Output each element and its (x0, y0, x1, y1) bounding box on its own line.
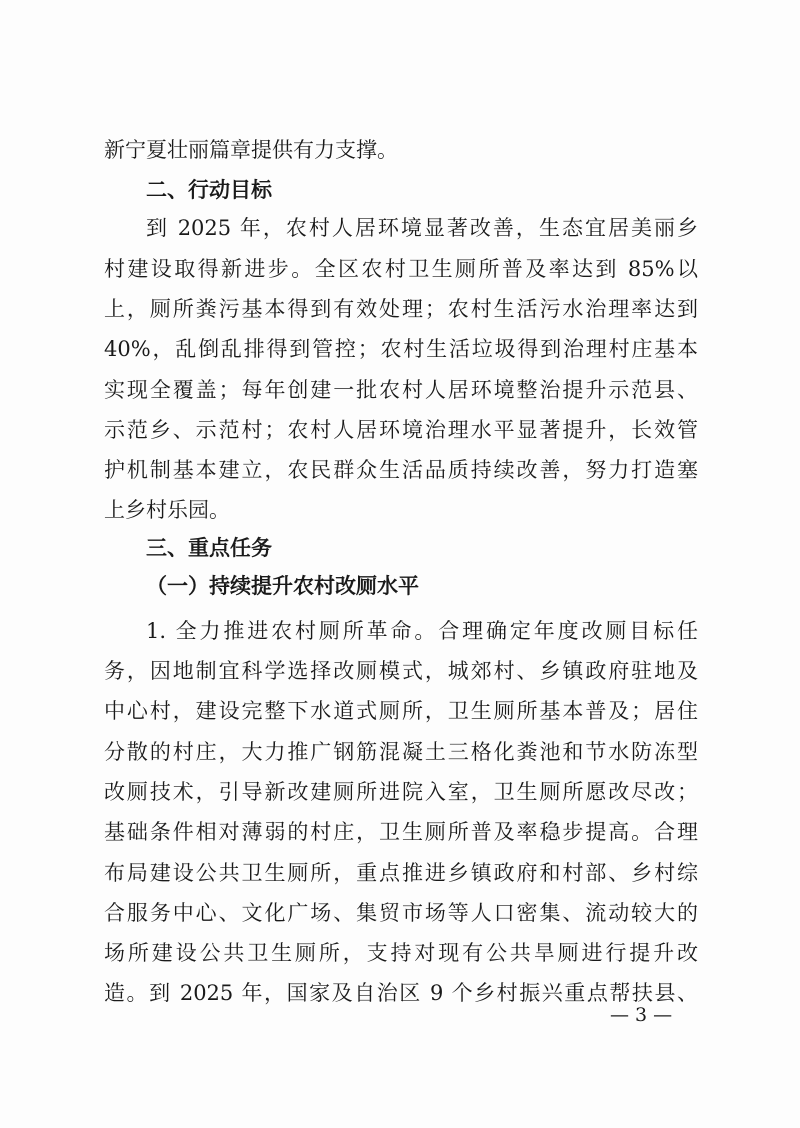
paragraph-line: 基础条件相对薄弱的村庄，卫生厕所普及率稳步提高。合理 (104, 820, 698, 844)
paragraph-line: 场所建设公共卫生厕所，支持对现有公共旱厕进行提升改 (104, 941, 698, 965)
paragraph-line: 护机制基本建立，农民群众生活品质持续改善，努力打造塞 (104, 458, 698, 482)
section-heading-goals: 二、行动目标 (146, 178, 272, 202)
paragraph-line: 上乡村乐园。 (104, 498, 230, 522)
paragraph-line: 中心村，建设完整下水道式厕所，卫生厕所基本普及；居住 (104, 699, 698, 723)
paragraph-line: 布局建设公共卫生厕所，重点推进乡镇政府和村部、乡村综 (104, 861, 698, 885)
paragraph-line: 40%，乱倒乱排得到管控；农村生活垃圾得到治理村庄基本 (104, 337, 698, 361)
section-heading-tasks: 三、重点任务 (146, 536, 272, 560)
paragraph-line: 改厕技术，引导新改建厕所进院入室，卫生厕所愿改尽改； (104, 780, 698, 804)
paragraph-line: 村建设取得新进步。全区农村卫生厕所普及率达到 85%以 (104, 257, 698, 281)
paragraph-line: 务，因地制宜科学选择改厕模式，城郊村、乡镇政府驻地及 (104, 659, 698, 683)
paragraph-line: 造。到 2025 年，国家及自治区 9 个乡村振兴重点帮扶县、 (104, 981, 698, 1005)
paragraph-line: 到 2025 年，农村人居环境显著改善，生态宜居美丽乡 (146, 216, 698, 240)
page-number: — 3 — (610, 1004, 673, 1026)
paragraph-line: 新宁夏壮丽篇章提供有力支撑。 (104, 138, 398, 162)
paragraph-line: 上，厕所粪污基本得到有效处理；农村生活污水治理率达到 (104, 297, 698, 321)
paragraph-line: 示范乡、示范村；农村人居环境治理水平显著提升，长效管 (104, 418, 698, 442)
paragraph-line: 1. 全力推进农村厕所革命。合理确定年度改厕目标任 (146, 619, 698, 643)
paragraph-line: 分散的村庄，大力推广钢筋混凝土三格化粪池和节水防冻型 (104, 740, 698, 764)
paragraph-line: 合服务中心、文化广场、集贸市场等人口密集、流动较大的 (104, 901, 698, 925)
paragraph-line: 实现全覆盖；每年创建一批农村人居环境整治提升示范县、 (104, 378, 698, 402)
subsection-heading: （一）持续提升农村改厕水平 (146, 574, 419, 598)
